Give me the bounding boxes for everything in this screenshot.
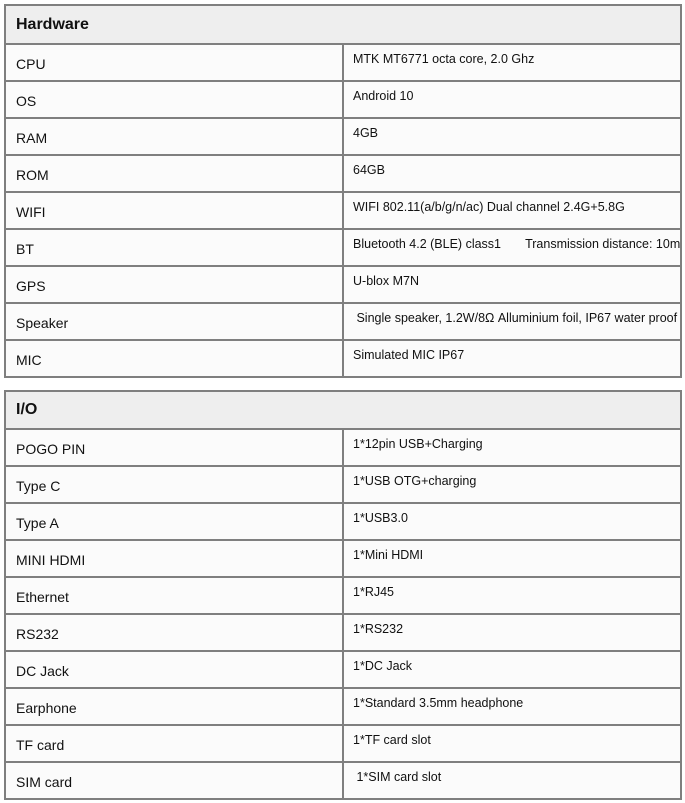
spec-value: U-blox M7N	[343, 266, 681, 303]
spec-value: 1*DC Jack	[343, 651, 681, 688]
table-row	[5, 266, 681, 303]
spec-key: SIM card	[5, 762, 343, 799]
spec-key: Type A	[5, 503, 343, 540]
spec-key: RAM	[5, 118, 343, 155]
table-row	[5, 725, 681, 762]
spec-key: MINI HDMI	[5, 540, 343, 577]
spec-key: TF card	[5, 725, 343, 762]
spec-key: DC Jack	[5, 651, 343, 688]
section-title: I/O	[5, 391, 681, 429]
table-row	[5, 651, 681, 688]
spec-value: Simulated MIC IP67	[343, 340, 681, 377]
table-row	[5, 340, 681, 377]
spec-key: CPU	[5, 44, 343, 81]
section-header-row	[5, 5, 681, 44]
hardware-table	[4, 4, 682, 378]
spec-key: ROM	[5, 155, 343, 192]
spec-value: 1*TF card slot	[343, 725, 681, 762]
table-row	[5, 303, 681, 340]
section-title: Hardware	[5, 5, 681, 44]
spec-key: POGO PIN	[5, 429, 343, 466]
spec-value: MTK MT6771 octa core, 2.0 Ghz	[343, 44, 681, 81]
spec-value: 1*RJ45	[343, 577, 681, 614]
table-row	[5, 155, 681, 192]
spec-key: Speaker	[5, 303, 343, 340]
spec-value: 1*12pin USB+Charging	[343, 429, 681, 466]
spec-value: 1*SIM card slot	[343, 762, 681, 799]
spec-value: Single speaker, 1.2W/8Ω Alluminium foil, IP67 water proof	[343, 303, 681, 340]
table-row	[5, 44, 681, 81]
table-row	[5, 614, 681, 651]
spec-value: 1*Mini HDMI	[343, 540, 681, 577]
table-row	[5, 503, 681, 540]
table-row	[5, 540, 681, 577]
spec-key: BT	[5, 229, 343, 266]
spec-key: OS	[5, 81, 343, 118]
table-row	[5, 229, 681, 266]
table-row	[5, 577, 681, 614]
spec-value: 64GB	[343, 155, 681, 192]
table-row	[5, 688, 681, 725]
spec-value: 1*USB OTG+charging	[343, 466, 681, 503]
spec-key: RS232	[5, 614, 343, 651]
table-row	[5, 81, 681, 118]
spec-key: Earphone	[5, 688, 343, 725]
spec-value: WIFI 802.11(a/b/g/n/ac) Dual channel 2.4G+5.8G	[343, 192, 681, 229]
spec-key: Ethernet	[5, 577, 343, 614]
spec-value: Bluetooth 4.2 (BLE) class1 Transmission distance: 10m	[343, 229, 681, 266]
table-row	[5, 466, 681, 503]
io-table	[4, 390, 682, 800]
spec-value: Android 10	[343, 81, 681, 118]
table-row	[5, 762, 681, 799]
spec-value: 1*Standard 3.5mm headphone	[343, 688, 681, 725]
table-row	[5, 192, 681, 229]
spec-key: MIC	[5, 340, 343, 377]
table-row	[5, 118, 681, 155]
section-header-row	[5, 391, 681, 429]
spec-key: GPS	[5, 266, 343, 303]
spec-value: 4GB	[343, 118, 681, 155]
table-row	[5, 429, 681, 466]
spec-key: Type C	[5, 466, 343, 503]
spec-key: WIFI	[5, 192, 343, 229]
spec-value: 1*RS232	[343, 614, 681, 651]
spec-value: 1*USB3.0	[343, 503, 681, 540]
